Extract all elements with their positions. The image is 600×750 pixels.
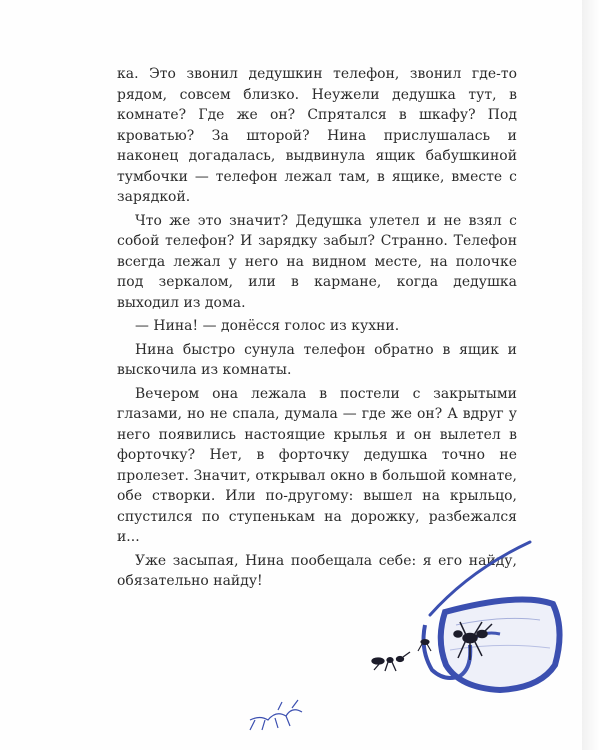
paragraph-5: Вечером она лежала в постели с закрытыми глазами, но не спала, думала — где же он? А вдруг у него появились настоящие крылья и он вылетел в форточку? Нет, в форточку дедушка точно не пролезет. Значит, открывал окно в большой комнате, обе створки. Или по-другому: вышел на крыльцо, спустился по ступенькам на дорожку, разбежался и... bbox=[117, 385, 517, 545]
body-text bbox=[117, 64, 517, 595]
page-edge bbox=[582, 0, 600, 750]
paragraph-6: Уже засыпая, Нина пообещала себе: я его найду, обязательно найду! bbox=[117, 552, 517, 589]
paragraph-4: Нина быстро сунула телефон обратно в ящик и выскочила из комнаты. bbox=[117, 341, 517, 378]
ant-sketch-bottom bbox=[250, 700, 302, 730]
paragraph-3: — Нина! — донёсся голос из кухни. bbox=[135, 318, 400, 334]
glasses-and-ants-illustration bbox=[220, 530, 582, 745]
ant-walking-1 bbox=[372, 652, 410, 671]
glasses-right-lens bbox=[441, 600, 560, 691]
paragraph-2: Что же это значит? Дедушка улетел и не взял с собой телефон? И зарядку забыл? Странно. Телефон всегда лежал у него на видном месте, на полочке под зеркалом, или в кармане, когда дедушка выходил из дома. bbox=[117, 212, 517, 311]
paragraph-1: ка. Это звонил дедушкин телефон, звонил где-то рядом, совсем близко. Неужели дедушка тут, в комнате? Где же он? Спрятался в шкафу? Под кроватью? За шторой? Нина прислушалась и наконец догадалась, выдвинула ящик бабушкиной тумбочки — телефон лежал там, в ящике, вместе с зарядкой. bbox=[117, 66, 517, 205]
